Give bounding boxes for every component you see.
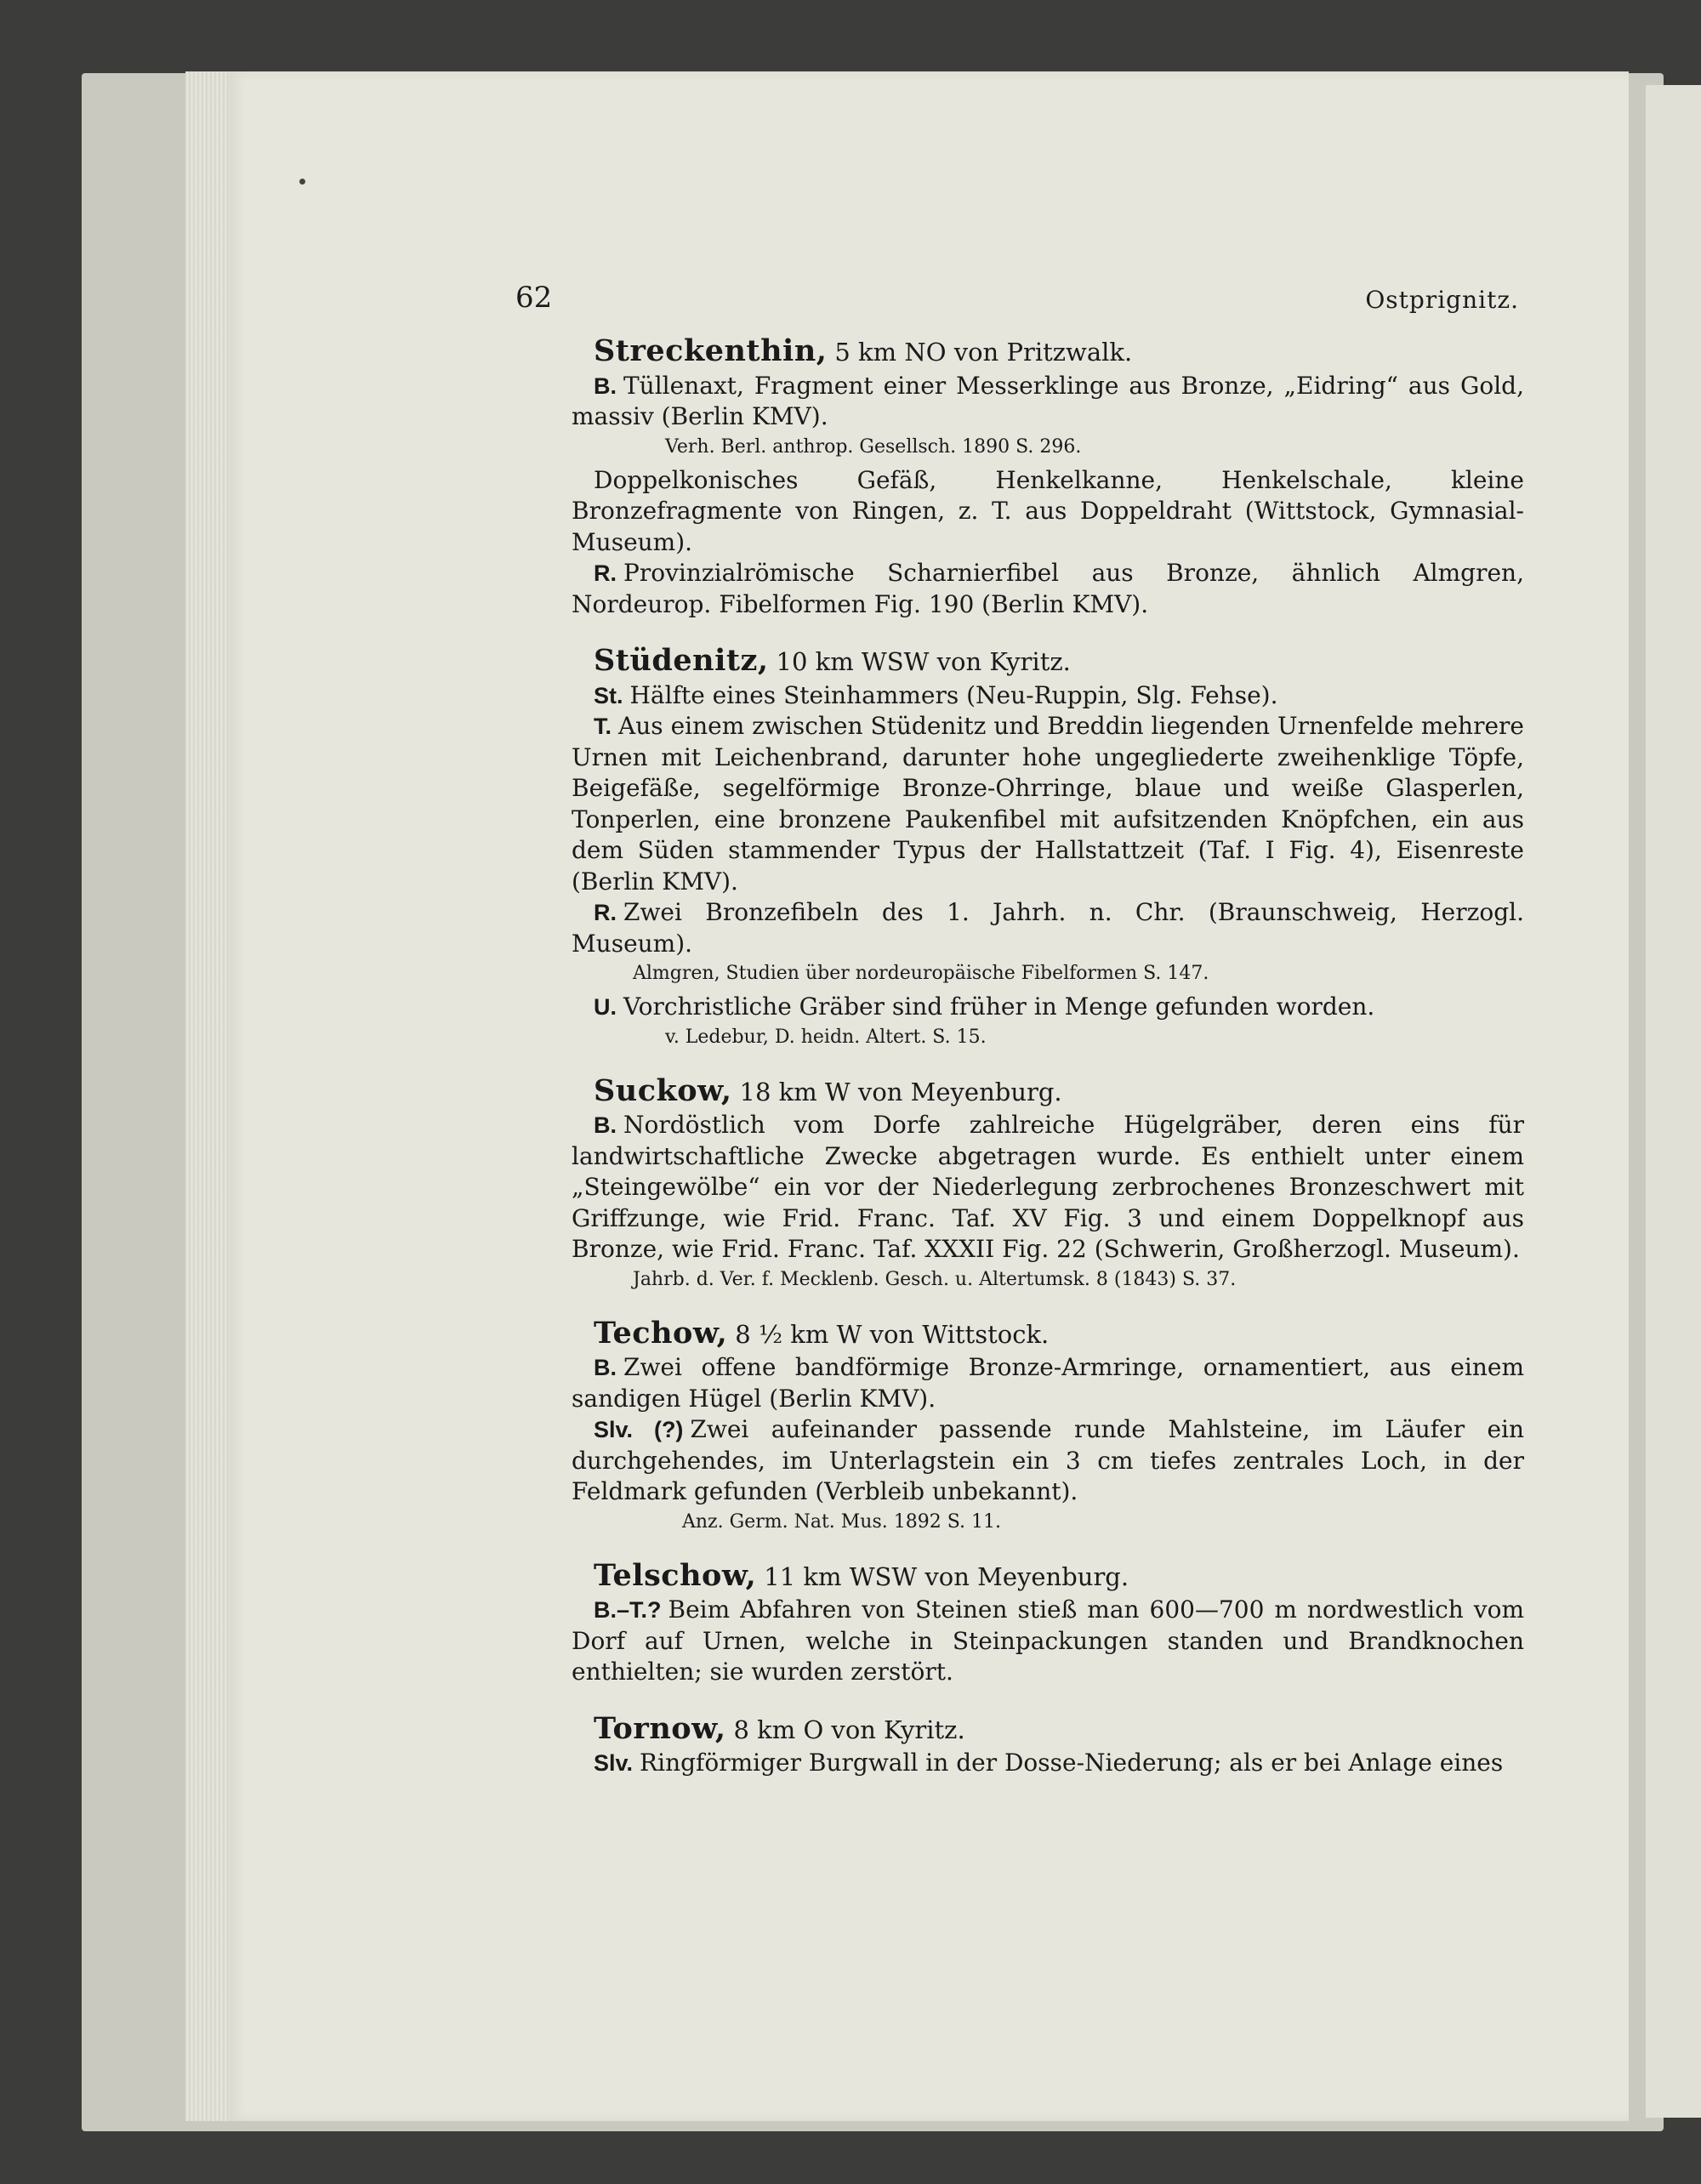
- literature-reference: Verh. Berl. anthrop. Gesellsch. 1890 S. 296.: [665, 435, 1082, 458]
- entry-paragraph: [572, 1595, 1524, 1688]
- literature-reference: v. Ledebur, D. heidn. Altert. S. 15.: [665, 1026, 987, 1048]
- entry-paragraph: [572, 1414, 1524, 1508]
- place-name: Tornow,: [594, 1710, 726, 1746]
- paragraph-text: Zwei offene bandförmige Bronze-Armringe, ornamentiert, aus einem sandigen Hügel (Berlin KMV).: [572, 1353, 1524, 1413]
- entry-paragraph: [572, 371, 1524, 433]
- period-code: Slv.: [594, 1750, 634, 1776]
- period-code: R.: [594, 560, 617, 586]
- entry-paragraph: [572, 680, 1524, 712]
- literature-reference: Almgren, Studien über nordeuropäische Fibelformen S. 147.: [633, 963, 1209, 984]
- period-code: St.: [594, 682, 623, 708]
- paragraph-text: Zwei aufeinander passende runde Mahlsteine, im Läufer ein durchgehendes, im Unterlagstein ein 3 cm tiefes zentrales Loch, in der Feldmark gefunden (Verbleib unbekannt).: [572, 1415, 1524, 1505]
- gazetteer-entry: [572, 1315, 1524, 1535]
- entry-paragraph: [572, 1110, 1524, 1265]
- entry-heading: [594, 1072, 1524, 1109]
- paragraph-text: Hälfte eines Steinhammers (Neu-Ruppin, Slg. Fehse).: [629, 680, 1278, 709]
- paragraph-text: Beim Abfahren von Steinen stieß man 600—700 m nordwestlich vom Dorf auf Urnen, welche in Steinpackungen standen und Brandknochen enthielten; sie wurden zerstört.: [572, 1595, 1524, 1686]
- entry-heading: [594, 1315, 1524, 1351]
- period-code: U.: [594, 994, 617, 1020]
- paragraph-text: Doppelkonisches Gefäß, Henkelkanne, Henkelschale, kleine Bronzefragmente von Ringen, z. T. aus Doppeldraht (Wittstock, Gymnasial-Museum).: [572, 465, 1524, 556]
- entry-paragraph: [572, 897, 1524, 959]
- gazetteer-entry: [572, 333, 1524, 620]
- facing-page-edge: [1646, 85, 1701, 2118]
- entry-paragraph: [572, 558, 1524, 620]
- paragraph-text: Nordöstlich vom Dorfe zahlreiche Hügelgräber, deren eins für landwirtschaftliche Zwecke abgetragen wurde. Es enthielt unter einem „Steingewölbe“ ein vor der Niederlegung zerbrochenes Bronzeschwert mit Griffzunge, wie Frid. Franc. Taf. XV Fig. 3 und einem Doppelknopf aus Bronze, wie Frid. Franc. Taf. XXXII Fig. 22 (Schwerin, Großherzogl. Museum).: [572, 1111, 1524, 1263]
- place-location: 10 km WSW von Kyritz.: [776, 647, 1071, 676]
- period-code: Slv. (?): [594, 1417, 684, 1442]
- paragraph-text: Provinzialrömische Scharnierfibel aus Bronze, ähnlich Almgren, Nordeurop. Fibelformen Fig. 190 (Berlin KMV).: [572, 559, 1524, 618]
- entry-paragraph: [572, 992, 1524, 1023]
- paragraph-text: Vorchristliche Gräber sind früher in Menge gefunden worden.: [623, 992, 1375, 1021]
- place-name: Suckow,: [594, 1072, 732, 1108]
- page-number: 62: [515, 281, 553, 315]
- literature-reference: Anz. Germ. Nat. Mus. 1892 S. 11.: [682, 1510, 1001, 1533]
- gazetteer-entry: [572, 1072, 1524, 1293]
- period-code: B.: [594, 373, 617, 399]
- paragraph-text: Zwei Bronzefibeln des 1. Jahrh. n. Chr. (Braunschweig, Herzogl. Museum).: [572, 898, 1524, 958]
- entry-paragraph: [572, 1352, 1524, 1414]
- literature-reference: Jahrb. d. Ver. f. Mecklenb. Gesch. u. Altertumsk. 8 (1843) S. 37.: [633, 1268, 1237, 1290]
- place-location: 11 km WSW von Meyenburg.: [764, 1561, 1129, 1591]
- running-title: Ostprignitz.: [1365, 286, 1519, 314]
- place-name: Telschow,: [594, 1557, 757, 1593]
- gazetteer-entry: [572, 643, 1524, 1050]
- paragraph-text: Ringförmiger Burgwall in der Dosse-Niederung; als er bei Anlage eines: [640, 1749, 1504, 1777]
- period-code: B.: [594, 1355, 617, 1380]
- gazetteer-entry: [572, 1710, 1524, 1779]
- entry-heading: [594, 333, 1524, 369]
- running-head: [515, 281, 1519, 323]
- entry-paragraph: [572, 465, 1524, 559]
- entry-heading: [594, 643, 1524, 679]
- entry-heading: [594, 1557, 1524, 1594]
- page-mark: [299, 179, 305, 185]
- place-name: Techow,: [594, 1315, 728, 1351]
- entry-paragraph: [572, 1748, 1524, 1779]
- period-code: B.–T.?: [594, 1597, 662, 1623]
- place-name: Streckenthin,: [594, 333, 828, 368]
- place-location: 5 km NO von Pritzwalk.: [834, 338, 1133, 367]
- entry-heading: [594, 1710, 1524, 1747]
- place-location: 18 km W von Meyenburg.: [739, 1077, 1062, 1106]
- period-code: R.: [594, 900, 617, 925]
- paragraph-text: Tüllenaxt, Fragment einer Messerklinge aus Bronze, „Eidring“ aus Gold, massiv (Berlin KMV).: [572, 371, 1524, 430]
- paragraph-text: Aus einem zwischen Stüdenitz und Breddin liegenden Urnenfelde mehrere Urnen mit Leichenbrand, darunter hohe ungegliederte zweihenklige Töpfe, Beigefäße, segelförmige Bronze-Ohrringe, blaue und weiße Glasperlen, Tonperlen, eine bronzene Paukenfibel mit aufsitzenden Knöpfchen, ein aus dem Süden stammender Typus der Hallstattzeit (Taf. I Fig. 4), Eisenreste (Berlin KMV).: [572, 712, 1524, 896]
- entry-paragraph: [572, 711, 1524, 897]
- page-stack-edge: [185, 71, 236, 2121]
- place-location: 8 ½ km W von Wittstock.: [735, 1319, 1050, 1349]
- gazetteer-entry: [572, 1557, 1524, 1688]
- place-location: 8 km O von Kyritz.: [733, 1715, 965, 1744]
- period-code: B.: [594, 1112, 617, 1138]
- place-name: Stüdenitz,: [594, 643, 769, 678]
- page-content: [572, 333, 1524, 1779]
- period-code: T.: [594, 714, 612, 739]
